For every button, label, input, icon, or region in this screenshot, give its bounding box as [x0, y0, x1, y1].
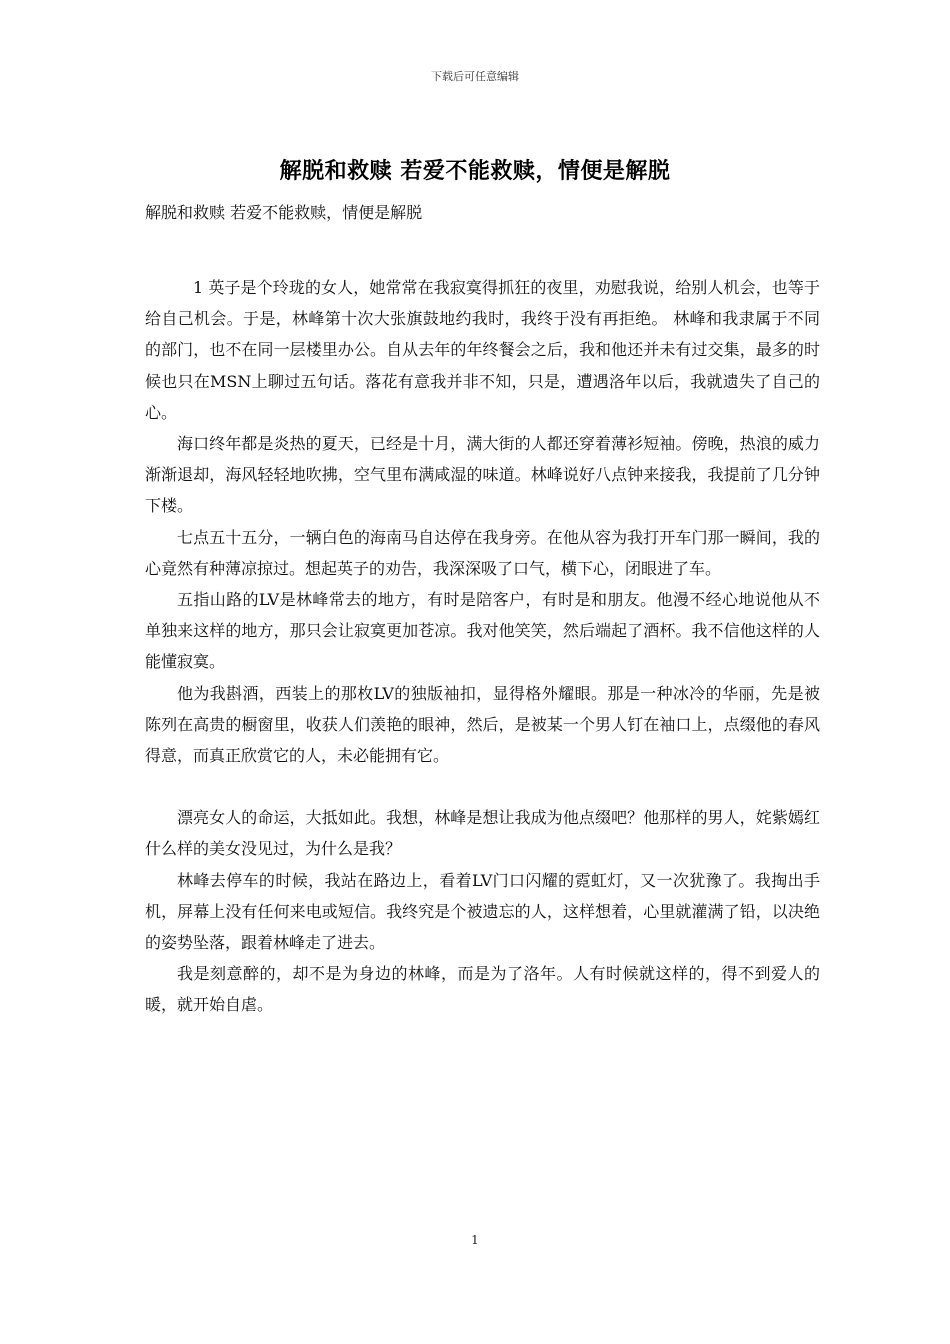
header-note: 下载后可任意编辑	[431, 70, 519, 83]
paragraph: 漂亮女人的命运，大抵如此。我想，林峰是想让我成为他点缀吧？他那样的男人，姹紫嫣红什么样的美女没见过，为什么是我？	[145, 808, 820, 859]
paragraph-gap	[145, 771, 820, 802]
paragraph: 林峰去停车的时候，我站在路边上，看着LV门口闪耀的霓虹灯，又一次犹豫了。我掏出手机，屏幕上没有任何来电或短信。我终究是个被遗忘的人，这样想着，心里就灌满了铅，以决绝的姿势坠落，跟着林峰走了进去。	[145, 870, 820, 953]
paragraph: 七点五十五分，一辆白色的海南马自达停在我身旁。在他从容为我打开车门那一瞬间，我的心竟然有种薄凉掠过。想起英子的劝告，我深深吸了口气，横下心，闭眼进了车。	[145, 527, 820, 578]
page-number: 1	[471, 1233, 479, 1247]
paragraph: 海口终年都是炎热的夏天，已经是十月，满大街的人都还穿着薄衫短袖。傍晚，热浪的威力渐渐退却，海风轻轻地吹拂，空气里布满咸湿的味道。林峰说好八点钟来接我，我提前了几分钟下楼。	[145, 434, 820, 516]
paragraph: 我是刻意醉的，却不是为身边的林峰，而是为了洛年。人有时候就这样的，得不到爱人的暖，就开始自虐。	[145, 964, 820, 1015]
paragraph: 他为我斟酒，西装上的那枚LV的独版袖扣，显得格外耀眼。那是一种冰冷的华丽，先是被陈列在高贵的橱窗里，收获人们羡艳的眼神，然后，是被某一个男人钉在袖口上，点缀他的春风得意，而真正欣赏它的人，未必能拥有它。	[145, 683, 820, 766]
paragraph: 五指山路的LV是林峰常去的地方，有时是陪客户，有时是和朋友。他漫不经心地说他从不单独来这样的地方，那只会让寂寞更加苍凉。我对他笑笑，然后端起了酒杯。我不信他这样的人能懂寂寞。	[145, 590, 820, 672]
document-title: 解脱和救赎 若爱不能救赎，情便是解脱	[279, 158, 671, 184]
document-subtitle: 解脱和救赎 若爱不能救赎，情便是解脱	[145, 203, 423, 222]
paragraph: 1 英子是个玲珑的女人，她常常在我寂寞得抓狂的夜里，劝慰我说，给别人机会，也等于给自己机会。于是，林峰第十次大张旗鼓地约我时，我终于没有再拒绝。 林峰和我隶属于不同的部门，也不在同一层楼里办公。自从去年的年终餐会之后，我和他还并未有过交集，最多的时候也只在MSN上聊过五句话。落花有意我并非不知，只是，遭遇洛年以后，我就遗失了自己的心。	[145, 278, 820, 422]
document-body	[145, 272, 820, 1021]
